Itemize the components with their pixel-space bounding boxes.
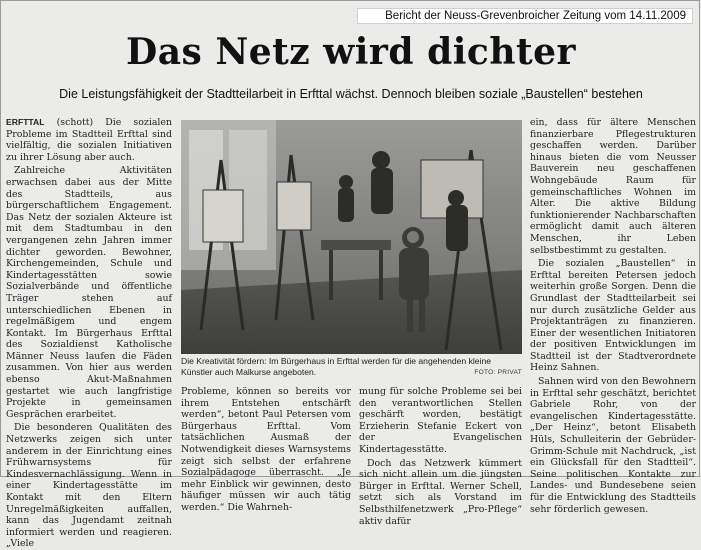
paragraph-text: (schott) Die sozialen Probleme im Stadtteil Erfttal sind vielfältig, die sozialen Initiativen zu ihrer Lösung aber auch. xyxy=(6,117,173,163)
subheadline: Die Leistungsfähigkeit der Stadtteilarbeit in Erfttal wächst. Dennoch bleiben soziale „Baustellen“ bestehen xyxy=(59,87,643,101)
dateline: ERFTTAL xyxy=(6,117,45,127)
paragraph: Die sozialen „Baustellen“ in Erfttal bereiten Petersen jedoch weiterhin große Sorgen. Denn die Grundlast der Stadtteilarbeit sei nur durch zusätzliche Gelder aus Projektanträgen zu finanzieren. Einer der wesentlichen Initiatoren der positiven Entwicklungen im Stadtteil ist der Stadtverordnete Heinz Sahnen. xyxy=(530,258,696,374)
paragraph: Doch das Netzwerk kümmert sich nicht allein um die jüngsten Bürger in Erfttal. Werner Schell, setzt sich als Vorstand im Selbsthilfenetzwerk „Pro-Pflege“ aktiv dafür xyxy=(359,457,522,527)
paragraph: Sahnen wird von den Bewohnern in Erfttal sehr geschätzt, berichtet Gabriele Rohr, von der evangelischen Kindertagesstätte. „Der Heinz“, betont Elisabeth Hüls, Schulleiterin der Gebrüder-Grimm-Schule mit Nachdruck, „ist ein Glücksfall für den Stadtteil“. Seine politischen Kontakte zur Landes- und Bundesebene seien für die Entwicklung des Stadtteils sehr förderlich gewesen. xyxy=(530,376,696,515)
paragraph: ein, dass für ältere Menschen finanzierbare Pflegestrukturen geschaffen werden. Darüber hinaus bieten die vom Neusser Bauverein neu geschaffenen Wohngebäude Raum für gemeinschaftliches Wohnen im Alter. Die aktive Bildung funktionierender Nachbarschaften ermöglicht damit auch älteren Menschen, ihr Leben selbstbestimmt zu gestalten. xyxy=(530,117,696,256)
photo-caption: Die Kreativität fördern: Im Bürgerhaus in Erfttal werden für die angehenden kleine Künstler auch Malkurse angeboten. xyxy=(181,356,492,377)
paragraph: mung für solche Probleme sei bei den verantwortlichen Stellen geschärft worden, bestätigt Erzieherin Stefanie Eckert von der Evangelischen Kindertagesstätte. xyxy=(359,386,522,455)
article-column-4 xyxy=(530,117,696,515)
headline: Das Netz wird dichter xyxy=(125,31,577,73)
article-column-1 xyxy=(6,117,173,550)
article-column-2 xyxy=(181,386,351,513)
paragraph: Zahlreiche Aktivitäten erwachsen dabei aus der Mitte des Stadtteils, aus bürgerschaftlichem Engagement. Das Netz der sozialen Akteure ist mit dem Stadtumbau in den vergangenen zehn Jahren immer dichter geworden. Bewohner, Kirchengemeinden, Schule und Kindertagesstätten sowie Sozialverbände und öffentliche Träger stehen auf unterschiedlichen Ebenen in regelmäßigem und engem Kontakt. Im Bürgerhaus Erfttal des Sozialdienst Katholische Männer Neuss laufen die Fäden zusammen. Von hier aus werden ebenso Akut-Maßnahmen gestartet wie auch langfristige Projekte in gemeinsamen Gesprächen erarbeitet. xyxy=(6,165,172,420)
painting-class-photo xyxy=(181,120,522,354)
paragraph: Die besonderen Qualitäten des Netzwerks zeigen sich unter anderem in der Einrichtung eines Frühwarnsystems für Kindesvernachlässigung. Wenn in einer Kindertagesstätte im Kontakt mit den Eltern Unregelmäßigkeiten auffallen, kann das Jugendamt zeitnah informiert werden und reagieren. „Viele xyxy=(6,422,172,550)
article-column-3 xyxy=(359,386,522,527)
paragraph xyxy=(6,117,172,163)
article-photo xyxy=(181,120,522,354)
source-line: Bericht der Neuss-Grevenbroicher Zeitung vom 14.11.2009 xyxy=(357,8,693,24)
paragraph: Probleme, können so bereits vor ihrem Entstehen entschärft werden“, betont Paul Petersen vom Bürgerhaus Erfttal. Vom tatsächlichen Ausmaß der Notwendigkeit dieses Warnsystems zeigt sich selbst der erfahrene Sozialpädagoge überrascht. „Je mehr Einblick wir gewinnen, desto häufiger müssen wir auch tätig werden.“ Die Wahrneh- xyxy=(181,386,351,513)
photo-credit: FOTO: PRIVAT xyxy=(474,369,522,376)
